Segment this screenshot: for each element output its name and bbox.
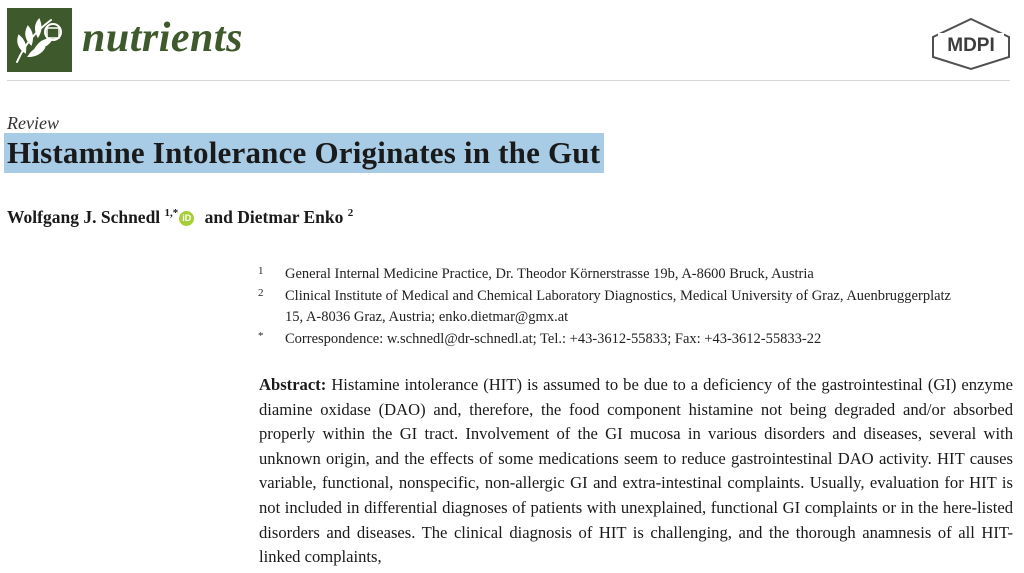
affiliation-mark: 1 <box>258 265 264 277</box>
leaf-wreath-icon <box>7 8 72 72</box>
abstract <box>259 373 1013 570</box>
affiliation-mark: 2 <box>258 286 264 299</box>
affiliation-text: General Internal Medicine Practice, Dr. Theodor Körnerstrasse 19b, A-8600 Bruck, Austria <box>285 266 814 282</box>
article-title: Histamine Intolerance Originates in the Gut <box>7 135 601 170</box>
journal-name: nutrients <box>82 15 243 61</box>
title-highlight[interactable] <box>4 133 604 173</box>
author-list <box>7 205 353 229</box>
correspondence-item <box>258 329 958 351</box>
author-name[interactable]: Wolfgang J. Schnedl <box>7 207 161 227</box>
author-affiliation-mark: 1,* <box>164 207 179 219</box>
affiliation-text: Clinical Institute of Medical and Chemical Laboratory Diagnostics, Medical University of Graz, Auenbruggerplatz 15, A-8036 Graz, Austria; enko.dietmar@gmx.at <box>285 287 951 325</box>
affiliation-item <box>258 286 958 329</box>
mdpi-logo <box>930 17 1012 71</box>
abstract-text: Histamine intolerance (HIT) is assumed to be due to a deficiency of the gastrointestinal (GI) enzyme diamine oxidase (DAO) and, therefore, the food component histamine not being degraded and/or absorbed properly within the GI tract. Involvement of the GI mucosa in various disorders and diseases, several with unknown origin, and the effects of some medications seem to reduce gastrointestinal DAO activity. HIT causes variable, functional, nonspecific, non-allergic GI and extra-intestinal complaints. Usually, evaluation for HIT is not included in differential diagnoses of patients with unexplained, functional GI complaints or in the here-listed disorders and diseases. The clinical diagnosis of HIT is challenging, and the thorough anamnesis of all HIT-linked complaints, <box>259 375 1013 567</box>
author-conjunction: and <box>204 207 233 227</box>
header-divider <box>7 80 1010 81</box>
affiliation-mark: * <box>258 329 264 342</box>
publisher-name: MDPI <box>947 35 995 56</box>
correspondence-text: Correspondence: w.schnedl@dr-schnedl.at; Tel.: +43-3612-55833; Fax: +43-3612-55833-22 <box>285 330 822 347</box>
abstract-label: Abstract: <box>259 375 327 394</box>
journal-logo <box>7 8 72 72</box>
affiliation-item <box>258 264 958 286</box>
author-name[interactable]: Dietmar Enko <box>237 207 344 227</box>
affiliations <box>258 264 958 350</box>
orcid-icon[interactable]: iD <box>179 211 194 226</box>
author-affiliation-mark: 2 <box>347 207 354 219</box>
article-type: Review <box>7 113 59 133</box>
